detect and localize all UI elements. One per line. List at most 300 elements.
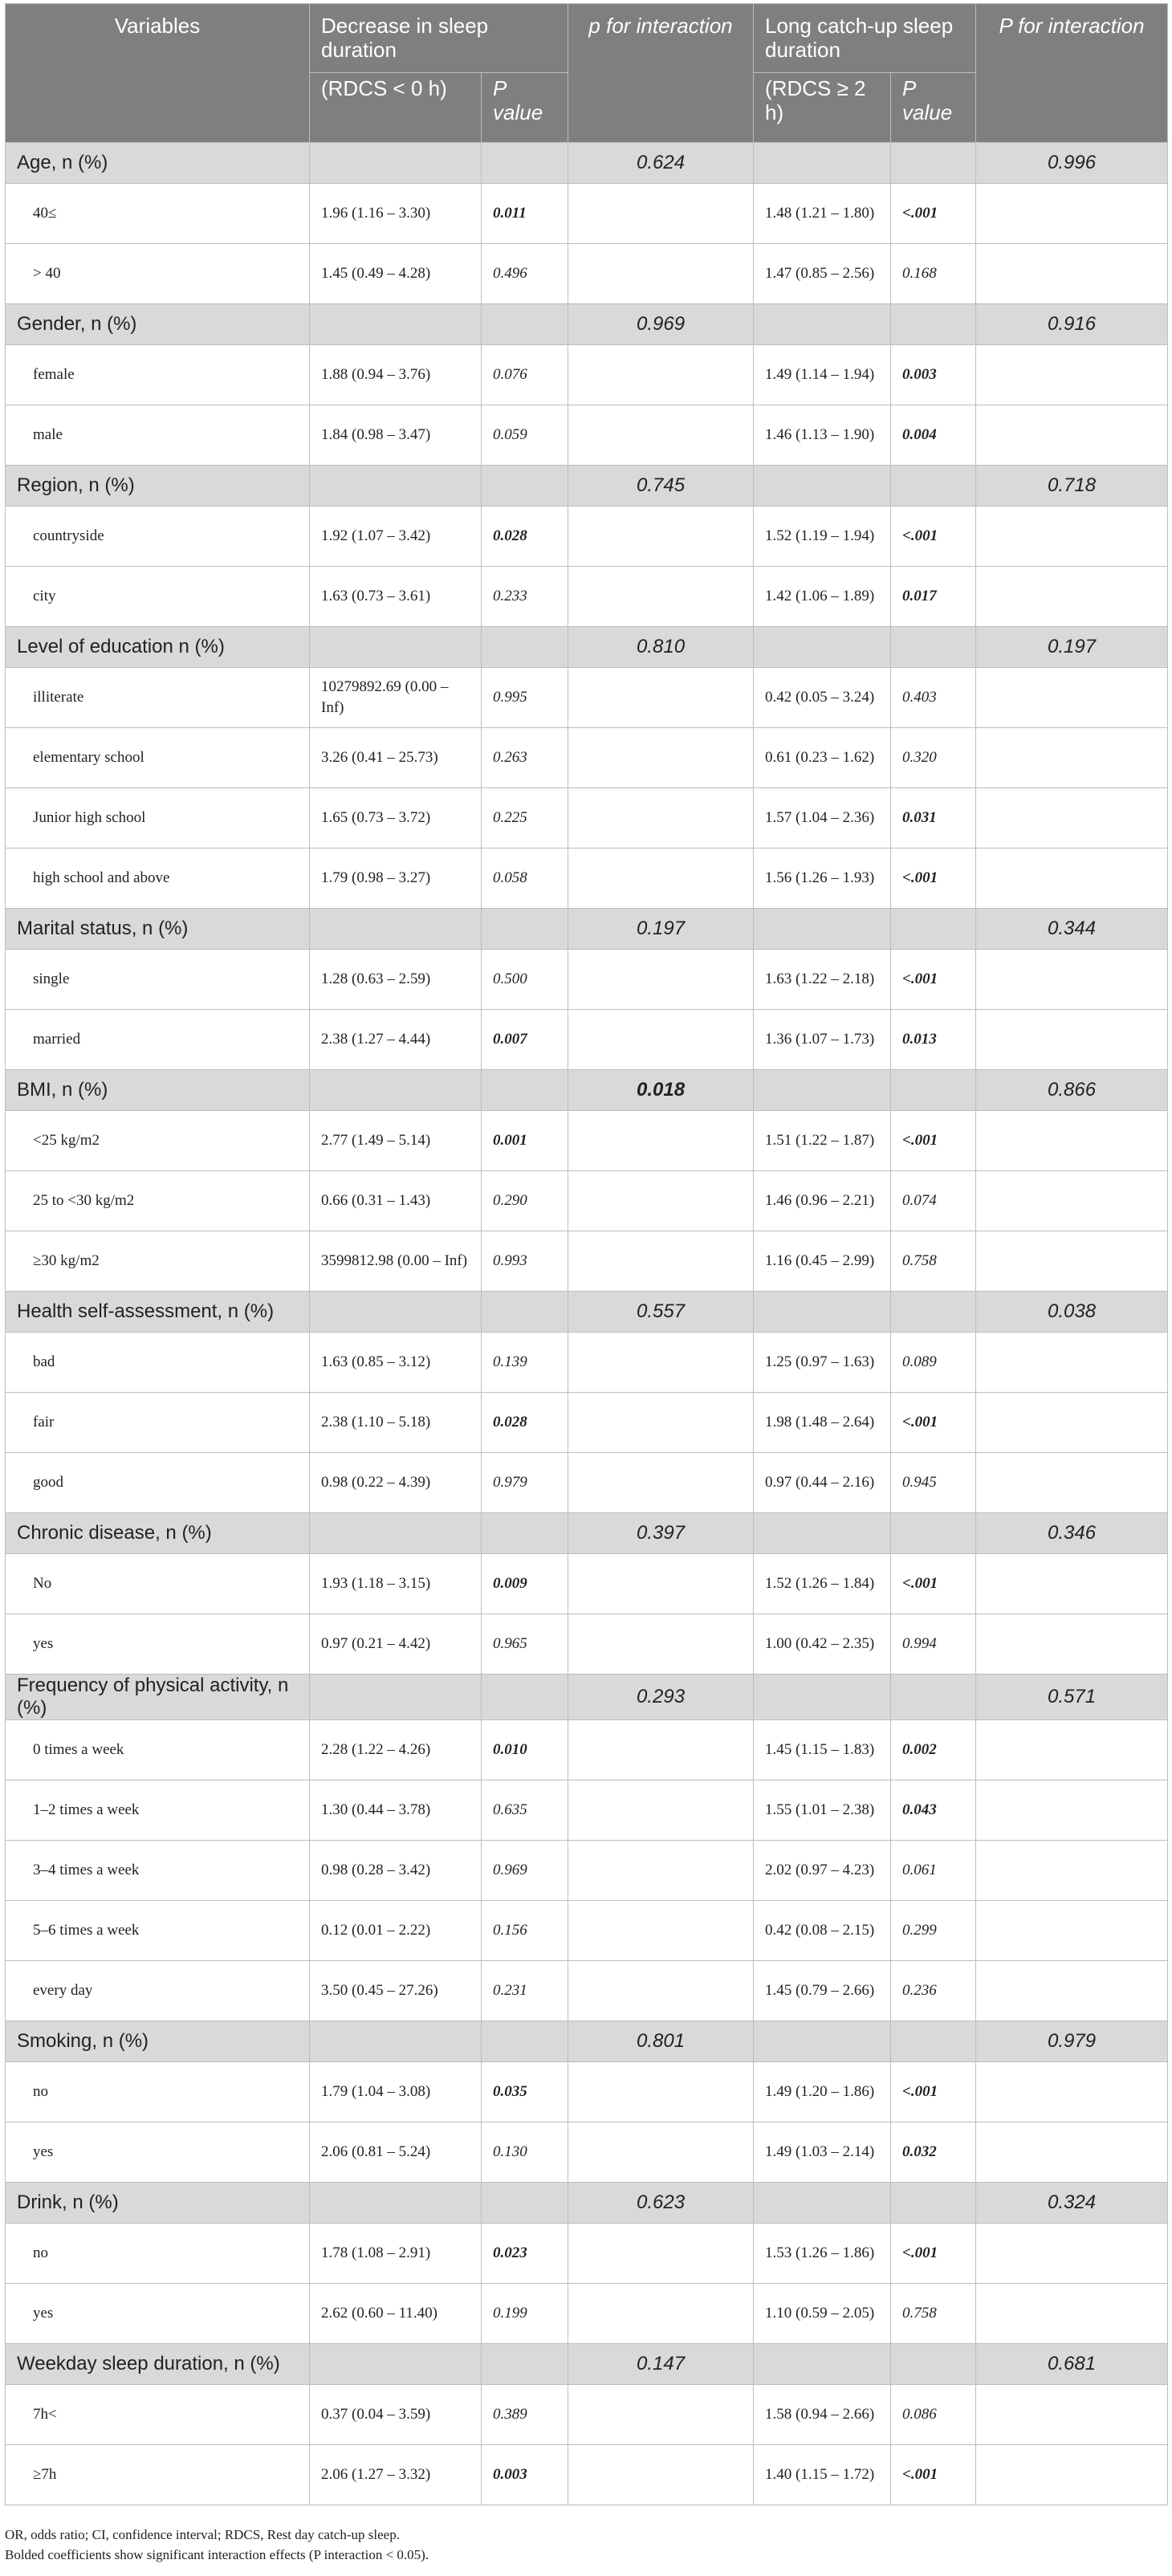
p-value-long: 0.004 — [891, 405, 976, 466]
row-label: countryside — [6, 507, 310, 567]
row-label: ≥30 kg/m2 — [6, 1231, 310, 1292]
group-empty-cell — [482, 304, 568, 345]
or-long: 1.49 (1.14 – 1.94) — [754, 345, 891, 405]
or-decrease: 2.06 (0.81 – 5.24) — [310, 2122, 482, 2183]
group-p-interaction-2: 0.344 — [976, 909, 1168, 950]
or-decrease: 1.45 (0.49 – 4.28) — [310, 244, 482, 304]
or-decrease: 2.28 (1.22 – 4.26) — [310, 1720, 482, 1780]
group-row — [6, 2021, 1168, 2062]
table-row — [6, 1841, 1168, 1901]
group-label: Chronic disease, n (%) — [6, 1513, 310, 1554]
row-label: every day — [6, 1961, 310, 2021]
row-empty-cell — [568, 1453, 754, 1513]
p-value-decrease: 0.011 — [482, 184, 568, 244]
group-empty-cell — [754, 1070, 891, 1111]
or-decrease: 1.63 (0.85 – 3.12) — [310, 1333, 482, 1393]
row-label: yes — [6, 1614, 310, 1675]
or-long: 1.98 (1.48 – 2.64) — [754, 1393, 891, 1453]
or-decrease: 0.98 (0.28 – 3.42) — [310, 1841, 482, 1901]
or-decrease: 1.30 (0.44 – 3.78) — [310, 1780, 482, 1841]
footnotes — [5, 2525, 429, 2565]
p-value-decrease: 0.130 — [482, 2122, 568, 2183]
table-row — [6, 2062, 1168, 2122]
p-value-decrease: 0.001 — [482, 1111, 568, 1171]
table-row — [6, 788, 1168, 848]
group-p-interaction-1: 0.018 — [568, 1070, 754, 1111]
or-decrease: 0.37 (0.04 – 3.59) — [310, 2385, 482, 2445]
row-label: yes — [6, 2284, 310, 2344]
row-empty-cell — [568, 2284, 754, 2344]
or-long: 0.61 (0.23 – 1.62) — [754, 728, 891, 788]
group-label: Region, n (%) — [6, 466, 310, 507]
table-row — [6, 950, 1168, 1010]
group-empty-cell — [754, 1292, 891, 1333]
header-long: Long catch-up sleep duration — [754, 4, 976, 73]
row-empty-cell — [976, 2284, 1168, 2344]
or-long: 1.49 (1.03 – 2.14) — [754, 2122, 891, 2183]
table-row — [6, 184, 1168, 244]
p-value-decrease: 0.263 — [482, 728, 568, 788]
header-long-sub: (RDCS ≥ 2 h) — [754, 73, 891, 143]
group-empty-cell — [482, 909, 568, 950]
group-p-interaction-2: 0.718 — [976, 466, 1168, 507]
group-empty-cell — [482, 1513, 568, 1554]
group-empty-cell — [891, 2183, 976, 2224]
p-value-decrease: 0.225 — [482, 788, 568, 848]
row-empty-cell — [976, 1453, 1168, 1513]
group-p-interaction-1: 0.293 — [568, 1675, 754, 1720]
group-empty-cell — [754, 304, 891, 345]
row-empty-cell — [976, 848, 1168, 909]
row-empty-cell — [568, 184, 754, 244]
group-empty-cell — [891, 2021, 976, 2062]
group-empty-cell — [482, 2344, 568, 2385]
or-decrease: 1.63 (0.73 – 3.61) — [310, 567, 482, 627]
p-value-decrease: 0.007 — [482, 1010, 568, 1070]
row-label: Junior high school — [6, 788, 310, 848]
group-row — [6, 1513, 1168, 1554]
row-empty-cell — [976, 184, 1168, 244]
row-label: yes — [6, 2122, 310, 2183]
or-long: 1.52 (1.19 – 1.94) — [754, 507, 891, 567]
table-row — [6, 507, 1168, 567]
or-long: 2.02 (0.97 – 4.23) — [754, 1841, 891, 1901]
row-empty-cell — [568, 567, 754, 627]
row-label: > 40 — [6, 244, 310, 304]
row-label: married — [6, 1010, 310, 1070]
p-value-decrease: 0.969 — [482, 1841, 568, 1901]
table-row — [6, 2385, 1168, 2445]
or-long: 0.97 (0.44 – 2.16) — [754, 1453, 891, 1513]
row-label: no — [6, 2224, 310, 2284]
group-p-interaction-2: 0.681 — [976, 2344, 1168, 2385]
p-value-long: 0.013 — [891, 1010, 976, 1070]
table-row — [6, 668, 1168, 728]
group-empty-cell — [754, 909, 891, 950]
or-long: 1.45 (1.15 – 1.83) — [754, 1720, 891, 1780]
group-empty-cell — [310, 304, 482, 345]
group-empty-cell — [754, 627, 891, 668]
p-value-long: <.001 — [891, 2445, 976, 2505]
table-row — [6, 1171, 1168, 1231]
group-empty-cell — [754, 143, 891, 184]
table-row — [6, 1453, 1168, 1513]
p-value-long: 0.945 — [891, 1453, 976, 1513]
results-table — [5, 3, 1168, 2505]
group-p-interaction-2: 0.324 — [976, 2183, 1168, 2224]
header-variables: Variables — [6, 4, 310, 143]
header-p-value-1: P value — [482, 73, 568, 143]
group-label: Health self-assessment, n (%) — [6, 1292, 310, 1333]
group-label: Marital status, n (%) — [6, 909, 310, 950]
group-empty-cell — [754, 466, 891, 507]
table-row — [6, 1961, 1168, 2021]
or-decrease: 1.78 (1.08 – 2.91) — [310, 2224, 482, 2284]
table-row — [6, 848, 1168, 909]
table-row — [6, 1720, 1168, 1780]
row-label: illiterate — [6, 668, 310, 728]
or-long: 1.56 (1.26 – 1.93) — [754, 848, 891, 909]
row-empty-cell — [568, 1841, 754, 1901]
group-empty-cell — [891, 143, 976, 184]
or-decrease: 0.12 (0.01 – 2.22) — [310, 1901, 482, 1961]
row-empty-cell — [976, 2445, 1168, 2505]
row-label: 40≤ — [6, 184, 310, 244]
group-label: BMI, n (%) — [6, 1070, 310, 1111]
group-empty-cell — [482, 1070, 568, 1111]
or-decrease: 0.97 (0.21 – 4.42) — [310, 1614, 482, 1675]
group-empty-cell — [482, 2183, 568, 2224]
p-value-decrease: 0.233 — [482, 567, 568, 627]
or-decrease: 1.65 (0.73 – 3.72) — [310, 788, 482, 848]
table-row — [6, 1554, 1168, 1614]
group-p-interaction-1: 0.810 — [568, 627, 754, 668]
group-label: Age, n (%) — [6, 143, 310, 184]
p-value-decrease: 0.035 — [482, 2062, 568, 2122]
p-value-long: 0.031 — [891, 788, 976, 848]
p-value-decrease: 0.993 — [482, 1231, 568, 1292]
p-value-decrease: 0.496 — [482, 244, 568, 304]
group-p-interaction-2: 0.916 — [976, 304, 1168, 345]
row-empty-cell — [976, 405, 1168, 466]
p-value-long: 0.017 — [891, 567, 976, 627]
or-decrease: 1.96 (1.16 – 3.30) — [310, 184, 482, 244]
or-decrease: 1.84 (0.98 – 3.47) — [310, 405, 482, 466]
row-empty-cell — [976, 1333, 1168, 1393]
table-row — [6, 244, 1168, 304]
or-long: 1.49 (1.20 – 1.86) — [754, 2062, 891, 2122]
group-label: Weekday sleep duration, n (%) — [6, 2344, 310, 2385]
row-empty-cell — [568, 1554, 754, 1614]
row-empty-cell — [976, 950, 1168, 1010]
group-empty-cell — [891, 1675, 976, 1720]
group-p-interaction-2: 0.038 — [976, 1292, 1168, 1333]
p-value-decrease: 0.023 — [482, 2224, 568, 2284]
p-value-long: <.001 — [891, 1393, 976, 1453]
or-decrease: 0.66 (0.31 – 1.43) — [310, 1171, 482, 1231]
table-row — [6, 1231, 1168, 1292]
table-row — [6, 1010, 1168, 1070]
p-value-long: 0.002 — [891, 1720, 976, 1780]
or-long: 1.48 (1.21 – 1.80) — [754, 184, 891, 244]
row-empty-cell — [568, 1010, 754, 1070]
p-value-long: <.001 — [891, 1111, 976, 1171]
group-empty-cell — [310, 1675, 482, 1720]
p-value-long: 0.236 — [891, 1961, 976, 2021]
group-row — [6, 2344, 1168, 2385]
p-value-decrease: 0.635 — [482, 1780, 568, 1841]
row-empty-cell — [568, 1111, 754, 1171]
p-value-decrease: 0.139 — [482, 1333, 568, 1393]
row-label: city — [6, 567, 310, 627]
table-row — [6, 1111, 1168, 1171]
group-p-interaction-2: 0.996 — [976, 143, 1168, 184]
row-label: male — [6, 405, 310, 466]
p-value-long: 0.299 — [891, 1901, 976, 1961]
row-empty-cell — [976, 1614, 1168, 1675]
group-label: Level of education n (%) — [6, 627, 310, 668]
table-row — [6, 1393, 1168, 1453]
row-empty-cell — [976, 1961, 1168, 2021]
or-decrease: 3599812.98 (0.00 – Inf) — [310, 1231, 482, 1292]
group-empty-cell — [482, 1292, 568, 1333]
or-decrease: 0.98 (0.22 – 4.39) — [310, 1453, 482, 1513]
p-value-long: 0.089 — [891, 1333, 976, 1393]
table-row — [6, 567, 1168, 627]
group-empty-cell — [310, 627, 482, 668]
p-value-decrease: 0.003 — [482, 2445, 568, 2505]
group-empty-cell — [310, 1070, 482, 1111]
group-empty-cell — [891, 1292, 976, 1333]
row-empty-cell — [976, 244, 1168, 304]
row-empty-cell — [568, 2385, 754, 2445]
or-long: 1.47 (0.85 – 2.56) — [754, 244, 891, 304]
p-value-long: <.001 — [891, 2062, 976, 2122]
p-value-long: <.001 — [891, 1554, 976, 1614]
group-label: Drink, n (%) — [6, 2183, 310, 2224]
group-p-interaction-2: 0.346 — [976, 1513, 1168, 1554]
row-empty-cell — [976, 2122, 1168, 2183]
row-empty-cell — [976, 1393, 1168, 1453]
p-value-long: <.001 — [891, 848, 976, 909]
p-value-decrease: 0.076 — [482, 345, 568, 405]
footnote-bold-note: Bolded coefficients show significant interaction effects (P interaction < 0.05). — [5, 2547, 429, 2562]
table-row — [6, 345, 1168, 405]
row-label: 5–6 times a week — [6, 1901, 310, 1961]
group-p-interaction-1: 0.801 — [568, 2021, 754, 2062]
p-value-long: 0.320 — [891, 728, 976, 788]
header-p-interaction-1: p for interaction — [568, 4, 754, 143]
or-decrease: 2.62 (0.60 – 11.40) — [310, 2284, 482, 2344]
or-long: 1.58 (0.94 – 2.66) — [754, 2385, 891, 2445]
p-value-long: 0.003 — [891, 345, 976, 405]
group-p-interaction-1: 0.147 — [568, 2344, 754, 2385]
p-value-long: 0.061 — [891, 1841, 976, 1901]
row-empty-cell — [976, 1010, 1168, 1070]
p-value-long: 0.168 — [891, 244, 976, 304]
or-long: 1.63 (1.22 – 2.18) — [754, 950, 891, 1010]
row-empty-cell — [976, 567, 1168, 627]
or-decrease: 2.77 (1.49 – 5.14) — [310, 1111, 482, 1171]
row-empty-cell — [976, 1111, 1168, 1171]
group-p-interaction-1: 0.197 — [568, 909, 754, 950]
p-value-long: 0.074 — [891, 1171, 976, 1231]
row-empty-cell — [568, 1393, 754, 1453]
p-value-decrease: 0.500 — [482, 950, 568, 1010]
group-empty-cell — [310, 143, 482, 184]
or-long: 0.42 (0.05 – 3.24) — [754, 668, 891, 728]
row-empty-cell — [568, 1780, 754, 1841]
row-label: no — [6, 2062, 310, 2122]
p-value-long: 0.758 — [891, 2284, 976, 2344]
or-long: 1.55 (1.01 – 2.38) — [754, 1780, 891, 1841]
row-empty-cell — [976, 2062, 1168, 2122]
group-empty-cell — [310, 1292, 482, 1333]
table-row — [6, 1333, 1168, 1393]
table-row — [6, 2122, 1168, 2183]
table-row — [6, 2284, 1168, 2344]
p-value-decrease: 0.010 — [482, 1720, 568, 1780]
group-empty-cell — [754, 2183, 891, 2224]
group-empty-cell — [310, 2344, 482, 2385]
row-empty-cell — [976, 1780, 1168, 1841]
p-value-decrease: 0.231 — [482, 1961, 568, 2021]
row-empty-cell — [976, 668, 1168, 728]
table-row — [6, 2224, 1168, 2284]
p-value-decrease: 0.389 — [482, 2385, 568, 2445]
group-empty-cell — [754, 1513, 891, 1554]
group-empty-cell — [310, 909, 482, 950]
row-label: 0 times a week — [6, 1720, 310, 1780]
row-empty-cell — [568, 2122, 754, 2183]
row-label: ≥7h — [6, 2445, 310, 2505]
or-decrease: 2.06 (1.27 – 3.32) — [310, 2445, 482, 2505]
row-label: elementary school — [6, 728, 310, 788]
p-value-decrease: 0.028 — [482, 507, 568, 567]
or-decrease: 1.79 (0.98 – 3.27) — [310, 848, 482, 909]
row-label: 1–2 times a week — [6, 1780, 310, 1841]
row-empty-cell — [976, 728, 1168, 788]
p-value-long: <.001 — [891, 184, 976, 244]
p-value-long: <.001 — [891, 507, 976, 567]
row-label: 25 to <30 kg/m2 — [6, 1171, 310, 1231]
group-empty-cell — [891, 627, 976, 668]
group-p-interaction-1: 0.624 — [568, 143, 754, 184]
p-value-long: <.001 — [891, 2224, 976, 2284]
row-empty-cell — [568, 244, 754, 304]
group-empty-cell — [310, 2183, 482, 2224]
row-empty-cell — [976, 788, 1168, 848]
or-decrease: 3.50 (0.45 – 27.26) — [310, 1961, 482, 2021]
header-decrease: Decrease in sleep duration — [310, 4, 568, 73]
row-empty-cell — [568, 1901, 754, 1961]
p-value-long: 0.994 — [891, 1614, 976, 1675]
table-row — [6, 1901, 1168, 1961]
p-value-long: <.001 — [891, 950, 976, 1010]
or-decrease: 1.79 (1.04 – 3.08) — [310, 2062, 482, 2122]
row-empty-cell — [568, 848, 754, 909]
row-empty-cell — [568, 1961, 754, 2021]
p-value-decrease: 0.290 — [482, 1171, 568, 1231]
group-empty-cell — [891, 466, 976, 507]
row-empty-cell — [568, 405, 754, 466]
group-empty-cell — [310, 2021, 482, 2062]
row-empty-cell — [976, 1554, 1168, 1614]
row-label: female — [6, 345, 310, 405]
row-empty-cell — [976, 507, 1168, 567]
group-row — [6, 304, 1168, 345]
p-value-long: 0.403 — [891, 668, 976, 728]
group-empty-cell — [891, 1070, 976, 1111]
p-value-decrease: 0.995 — [482, 668, 568, 728]
row-empty-cell — [976, 345, 1168, 405]
p-value-decrease: 0.028 — [482, 1393, 568, 1453]
row-label: <25 kg/m2 — [6, 1111, 310, 1171]
table-row — [6, 1780, 1168, 1841]
table-row — [6, 2445, 1168, 2505]
or-long: 1.10 (0.59 – 2.05) — [754, 2284, 891, 2344]
or-long: 1.00 (0.42 – 2.35) — [754, 1614, 891, 1675]
row-empty-cell — [568, 2445, 754, 2505]
group-p-interaction-1: 0.969 — [568, 304, 754, 345]
row-empty-cell — [976, 2224, 1168, 2284]
group-empty-cell — [891, 2344, 976, 2385]
p-value-long: 0.758 — [891, 1231, 976, 1292]
p-value-long: 0.032 — [891, 2122, 976, 2183]
group-row — [6, 627, 1168, 668]
p-value-long: 0.086 — [891, 2385, 976, 2445]
group-row — [6, 2183, 1168, 2224]
or-decrease: 10279892.69 (0.00 – Inf) — [310, 668, 482, 728]
or-long: 1.52 (1.26 – 1.84) — [754, 1554, 891, 1614]
table-body — [6, 143, 1168, 2505]
group-p-interaction-2: 0.571 — [976, 1675, 1168, 1720]
p-value-decrease: 0.979 — [482, 1453, 568, 1513]
p-value-decrease: 0.199 — [482, 2284, 568, 2344]
row-empty-cell — [568, 788, 754, 848]
group-empty-cell — [310, 1513, 482, 1554]
or-long: 1.46 (0.96 – 2.21) — [754, 1171, 891, 1231]
row-empty-cell — [568, 1614, 754, 1675]
or-long: 1.46 (1.13 – 1.90) — [754, 405, 891, 466]
row-empty-cell — [568, 2224, 754, 2284]
group-p-interaction-2: 0.197 — [976, 627, 1168, 668]
or-long: 1.25 (0.97 – 1.63) — [754, 1333, 891, 1393]
group-row — [6, 1675, 1168, 1720]
group-row — [6, 1070, 1168, 1111]
row-label: No — [6, 1554, 310, 1614]
or-decrease: 1.92 (1.07 – 3.42) — [310, 507, 482, 567]
row-empty-cell — [568, 668, 754, 728]
or-long: 1.42 (1.06 – 1.89) — [754, 567, 891, 627]
or-decrease: 1.28 (0.63 – 2.59) — [310, 950, 482, 1010]
or-decrease: 2.38 (1.10 – 5.18) — [310, 1393, 482, 1453]
group-empty-cell — [310, 466, 482, 507]
row-label: single — [6, 950, 310, 1010]
group-label: Gender, n (%) — [6, 304, 310, 345]
p-value-long: 0.043 — [891, 1780, 976, 1841]
or-long: 1.36 (1.07 – 1.73) — [754, 1010, 891, 1070]
row-empty-cell — [568, 345, 754, 405]
group-empty-cell — [891, 909, 976, 950]
table-row — [6, 1614, 1168, 1675]
p-value-decrease: 0.965 — [482, 1614, 568, 1675]
or-long: 1.51 (1.22 – 1.87) — [754, 1111, 891, 1171]
group-p-interaction-2: 0.979 — [976, 2021, 1168, 2062]
row-empty-cell — [568, 2062, 754, 2122]
group-empty-cell — [754, 2344, 891, 2385]
row-empty-cell — [568, 728, 754, 788]
